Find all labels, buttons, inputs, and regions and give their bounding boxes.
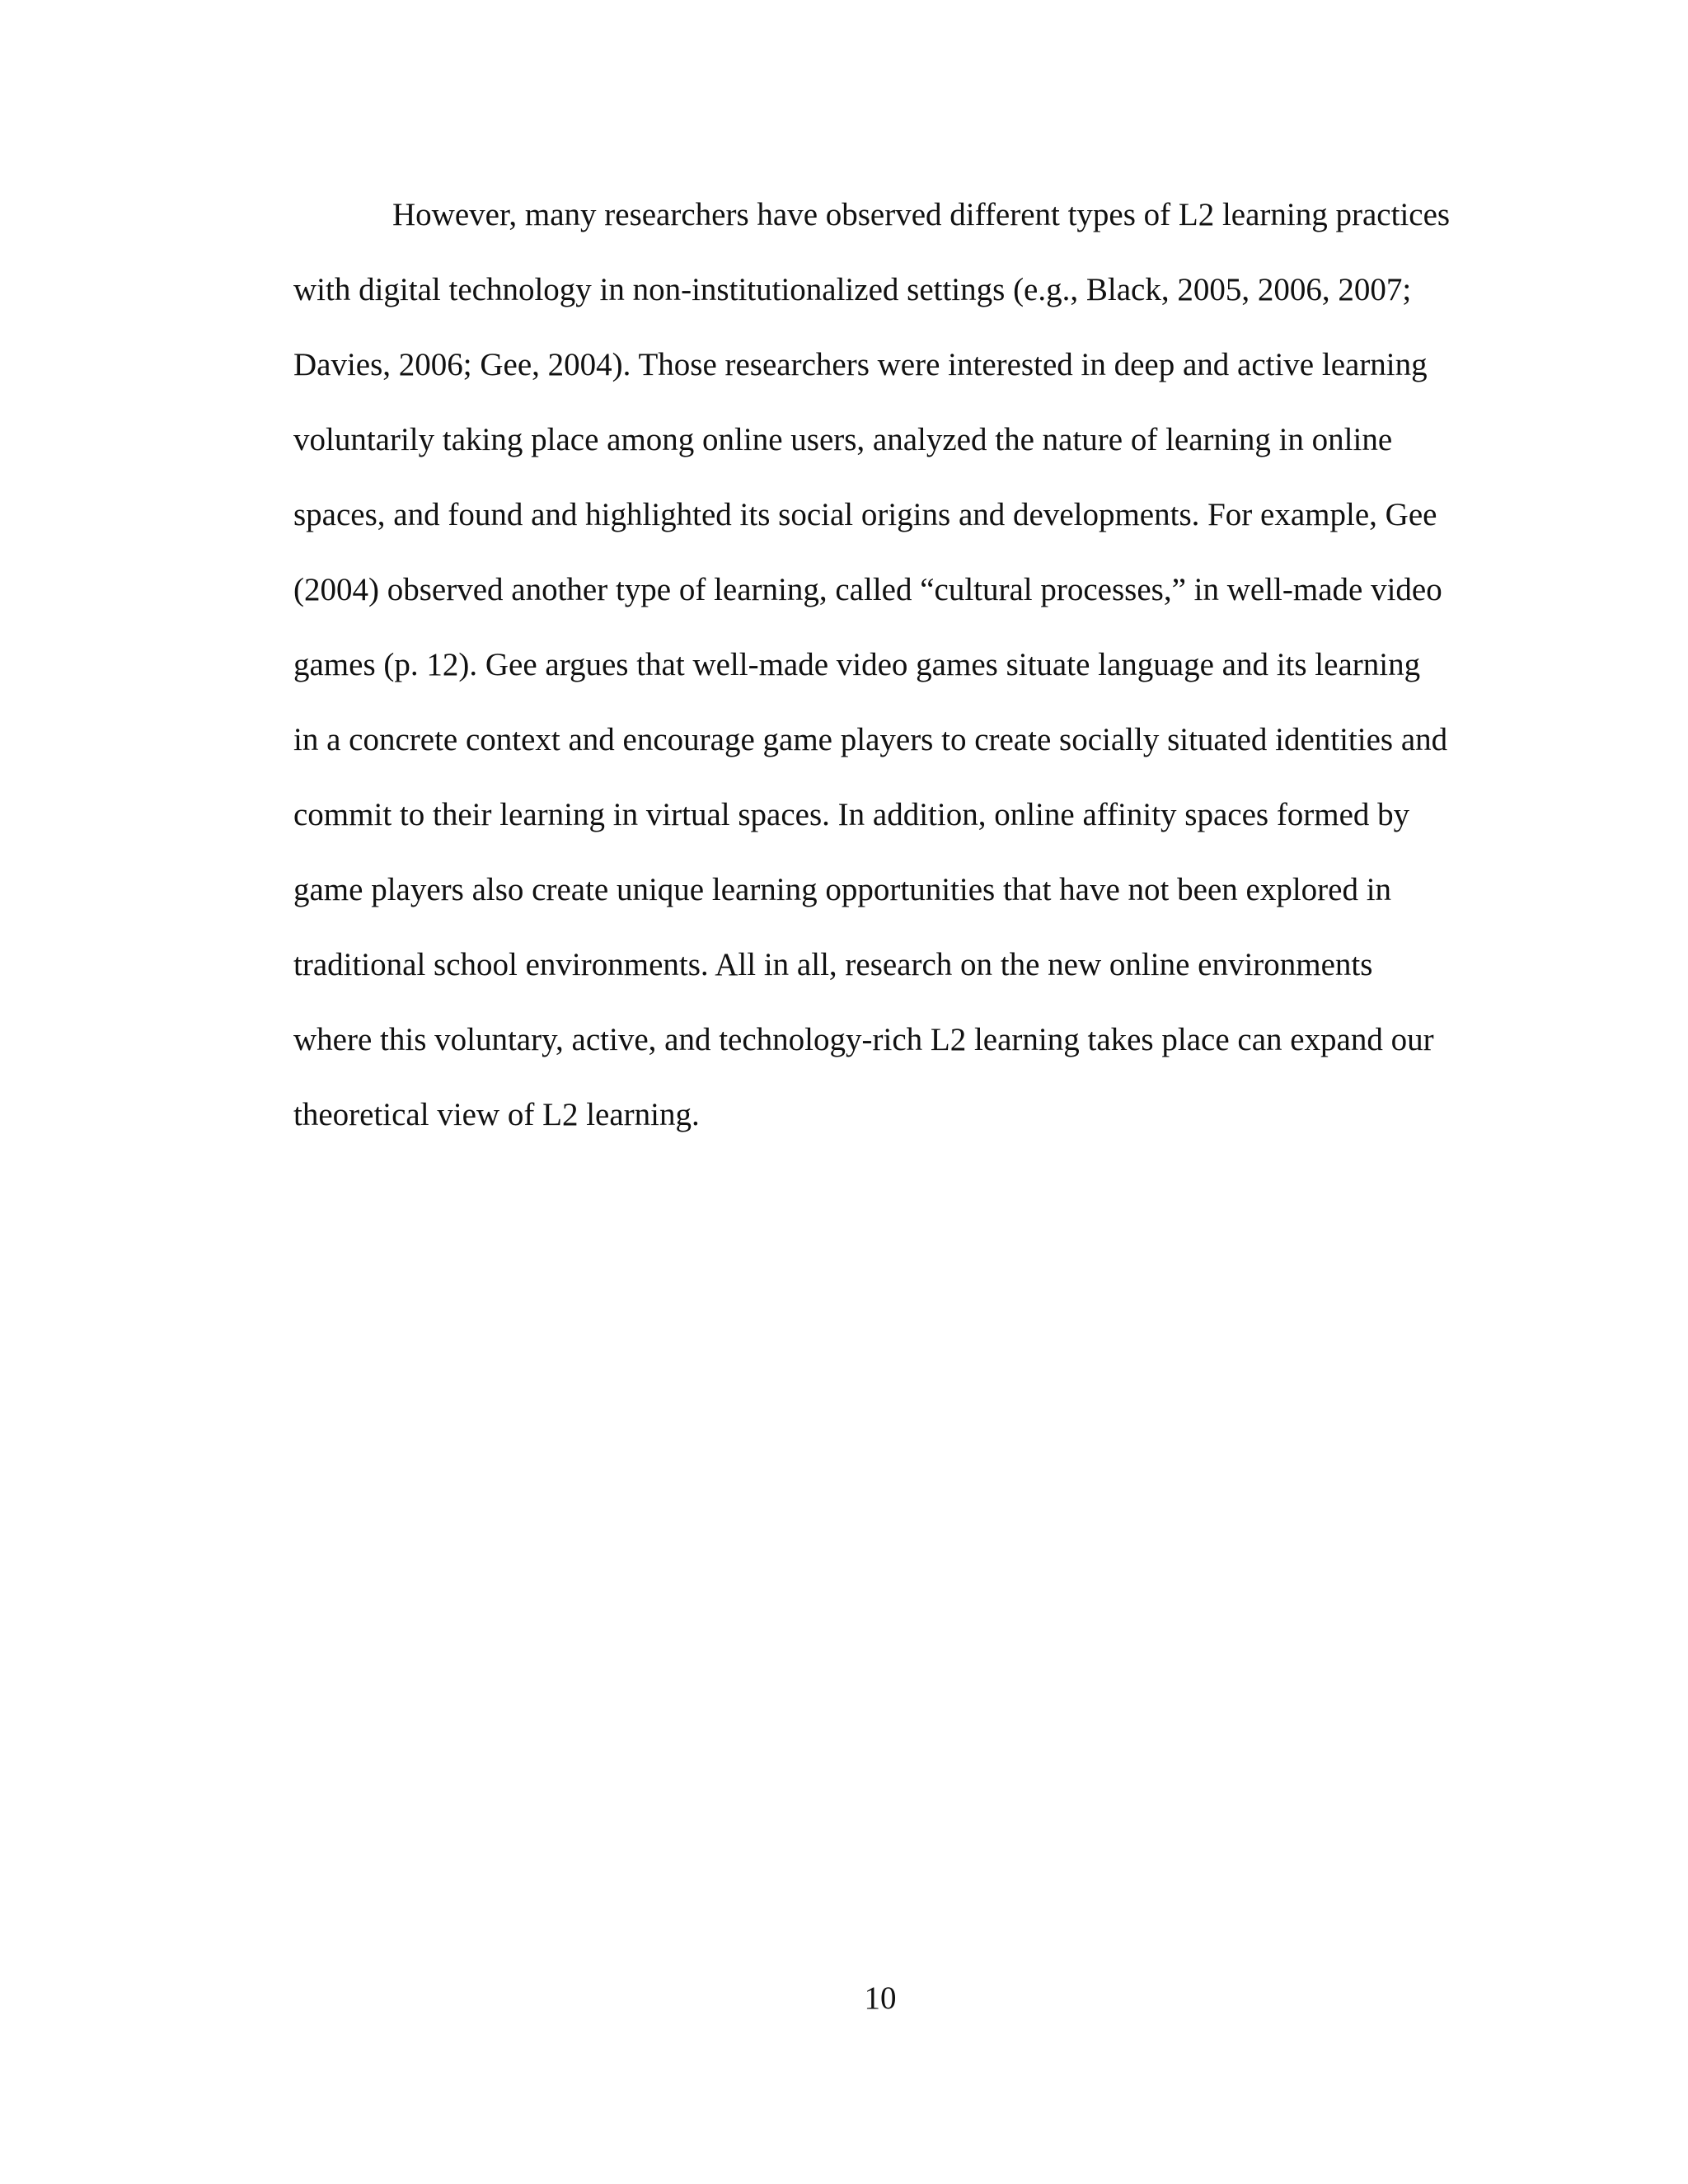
paragraph-line: (2004) observed another type of learning, called “cultural processes,” in well-made video xyxy=(293,572,1442,607)
paragraph-line: commit to their learning in virtual spaces. In addition, online affinity spaces formed by xyxy=(293,797,1410,832)
paragraph-line: voluntarily taking place among online users, analyzed the nature of learning in online xyxy=(293,422,1393,457)
paragraph-line: where this voluntary, active, and technology-rich L2 learning takes place can expand our xyxy=(293,1022,1434,1057)
body-paragraph xyxy=(293,190,1480,1165)
paragraph-line: Davies, 2006; Gee, 2004). Those researchers were interested in deep and active learning xyxy=(293,347,1428,382)
paragraph-line: theoretical view of L2 learning. xyxy=(293,1097,700,1132)
paragraph-line: traditional school environments. All in all, research on the new online environments xyxy=(293,947,1373,982)
paragraph-line: with digital technology in non-institutionalized settings (e.g., Black, 2005, 2006, 2007; xyxy=(293,272,1412,307)
paragraph-line: in a concrete context and encourage game players to create socially situated identities and xyxy=(293,722,1448,757)
paragraph-line: However, many researchers have observed different types of L2 learning practices xyxy=(392,197,1451,232)
paragraph-line: game players also create unique learning opportunities that have not been explored in xyxy=(293,872,1392,907)
paragraph-line: games (p. 12). Gee argues that well-made video games situate language and its learning xyxy=(293,647,1421,682)
page-number: 10 xyxy=(864,1980,897,2016)
paragraph-line: spaces, and found and highlighted its social origins and developments. For example, Gee xyxy=(293,497,1437,532)
